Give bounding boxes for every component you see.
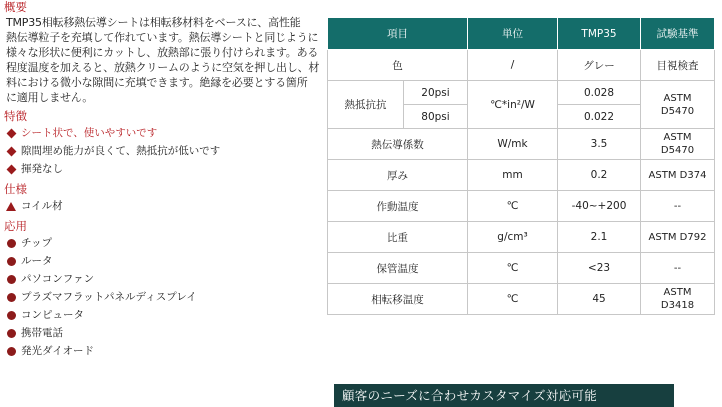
left-column	[4, 0, 324, 360]
cell-unit: /	[468, 50, 558, 81]
cell-item: 作動温度	[328, 191, 468, 222]
standard-line: D3418	[660, 300, 695, 311]
applications-heading: 応用	[4, 219, 27, 233]
list-item	[4, 197, 324, 215]
cell-standard: 目視検査	[641, 50, 715, 81]
header-item: 項目	[328, 18, 468, 50]
triangle-bullet-icon	[4, 202, 18, 211]
application-text: 携帯電話	[21, 326, 63, 339]
table-row	[328, 129, 715, 160]
cell-standard: --	[641, 253, 715, 284]
overview-heading: 概要	[4, 0, 27, 14]
cell-unit: ℃	[468, 253, 558, 284]
application-text: プラズマフラットパネルディスプレイ	[21, 290, 197, 303]
cell-standard: --	[641, 191, 715, 222]
features-heading: 特徴	[4, 109, 27, 123]
cell-subitem: 20psi	[404, 81, 468, 105]
dot-bullet-icon	[4, 347, 18, 356]
cell-item: 比重	[328, 222, 468, 253]
list-item	[4, 306, 324, 324]
customization-banner: 顧客のニーズに合わせカスタマイズ対応可能	[334, 384, 674, 407]
dot-bullet-icon	[4, 257, 18, 266]
cell-value: グレー	[558, 50, 641, 81]
cell-item: 保管温度	[328, 253, 468, 284]
list-item	[4, 142, 324, 160]
overview-line: 料における微小な隙間に充填できます。絶縁を必要とする箇所	[6, 76, 308, 89]
header-standard: 試験基準	[641, 18, 715, 50]
header-product: TMP35	[558, 18, 641, 50]
standard-line: D5470	[660, 145, 695, 156]
overview-line: 熱伝導粒子を充填して作れています。熱伝導シートと同じように	[6, 31, 319, 44]
dot-bullet-icon	[4, 293, 18, 302]
table-row	[328, 253, 715, 284]
standard-line: ASTM	[663, 132, 692, 143]
standard-line: ASTM	[663, 287, 692, 298]
cell-unit: ℃*in²/W	[468, 81, 558, 129]
list-item	[4, 270, 324, 288]
cell-item: 熱抵抗抗	[328, 81, 404, 129]
cell-value: 45	[558, 284, 641, 315]
header-unit: 単位	[468, 18, 558, 50]
list-item	[4, 234, 324, 252]
diamond-bullet-icon	[4, 166, 18, 173]
application-text: コンピュータ	[21, 308, 84, 321]
cell-standard: ASTM D374	[641, 160, 715, 191]
overview-line: に適用しません。	[6, 91, 94, 104]
cell-standard	[641, 129, 715, 160]
cell-unit: ℃	[468, 191, 558, 222]
dot-bullet-icon	[4, 239, 18, 248]
cell-value: 3.5	[558, 129, 641, 160]
cell-standard	[641, 81, 715, 129]
spec-text: コイル材	[21, 199, 63, 212]
table-row	[328, 50, 715, 81]
cell-unit: mm	[468, 160, 558, 191]
spec-heading: 仕様	[4, 182, 27, 196]
list-item	[4, 288, 324, 306]
list-item	[4, 160, 324, 178]
cell-value: 0.2	[558, 160, 641, 191]
application-text: チップ	[21, 236, 53, 249]
cell-value: 2.1	[558, 222, 641, 253]
application-text: ルータ	[21, 254, 53, 267]
table-row	[328, 284, 715, 315]
cell-item: 熱伝導係数	[328, 129, 468, 160]
table-row	[328, 222, 715, 253]
cell-value: <23	[558, 253, 641, 284]
cell-unit: g/cm³	[468, 222, 558, 253]
diamond-bullet-icon	[4, 148, 18, 155]
overview-line: 程度温度を加えると、放熱クリームのように空気を押し出し、材	[6, 61, 320, 74]
cell-item: 相転移温度	[328, 284, 468, 315]
feature-text: 隙間埋め能力が良くて、熱抵抗が低いです	[21, 144, 221, 157]
feature-text: シート状で、使いやすいです	[21, 126, 158, 139]
table-row	[328, 160, 715, 191]
list-item	[4, 324, 324, 342]
cell-item: 色	[328, 50, 468, 81]
overview-line: 様々な形状に便利にカットし、放熱部に張り付けられます。ある	[6, 46, 319, 59]
list-item	[4, 124, 324, 142]
dot-bullet-icon	[4, 329, 18, 338]
cell-standard	[641, 284, 715, 315]
cell-standard: ASTM D792	[641, 222, 715, 253]
list-item	[4, 342, 324, 360]
application-text: 発光ダイオード	[21, 344, 94, 357]
cell-subitem: 80psi	[404, 105, 468, 129]
cell-item: 厚み	[328, 160, 468, 191]
cell-value: 0.022	[558, 105, 641, 129]
spec-table	[327, 17, 715, 315]
cell-unit: ℃	[468, 284, 558, 315]
overview-text	[4, 15, 324, 105]
application-text: パソコンファン	[21, 272, 95, 285]
cell-value: -40~+200	[558, 191, 641, 222]
diamond-bullet-icon	[4, 130, 18, 137]
dot-bullet-icon	[4, 275, 18, 284]
dot-bullet-icon	[4, 311, 18, 320]
standard-line: D5470	[660, 105, 695, 117]
cell-value: 0.028	[558, 81, 641, 105]
overview-line: TMP35相転移熱伝導シートは相転移材料をベースに、高性能	[6, 16, 301, 29]
cell-unit: W/mk	[468, 129, 558, 160]
table-row	[328, 81, 715, 105]
table-row	[328, 191, 715, 222]
list-item	[4, 252, 324, 270]
standard-line: ASTM	[663, 92, 692, 104]
table-header-row	[328, 18, 715, 50]
feature-text: 揮発なし	[21, 162, 63, 175]
